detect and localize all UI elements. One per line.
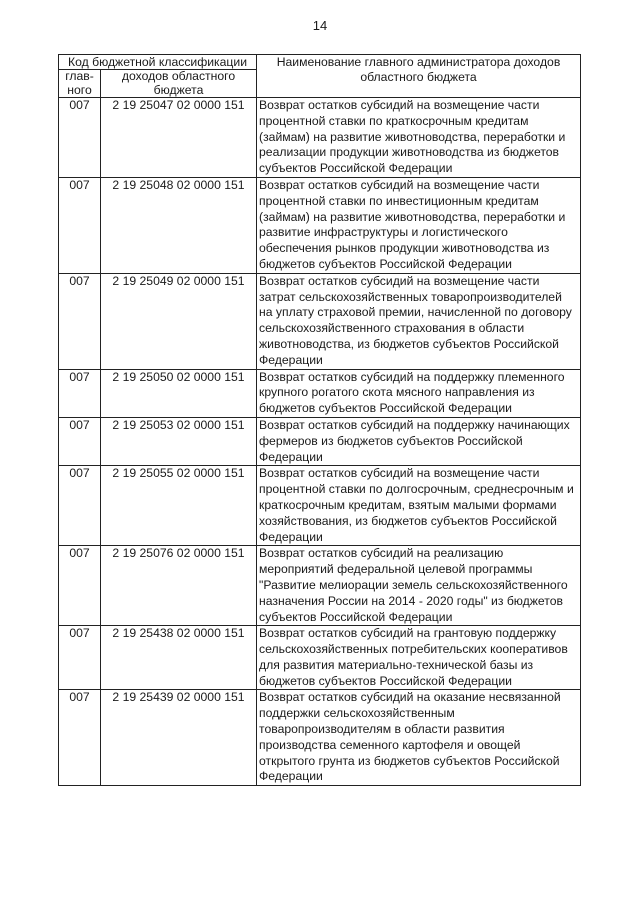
revenue-name-cell: Возврат остатков субсидий на поддержку племенного крупного рогатого скота мясного направления из бюджетов субъектов Российской Федерации [257,369,581,417]
admin-code-cell: 007 [59,177,101,273]
revenue-name-cell: Возврат остатков субсидий на возмещение части процентной ставки по инвестиционным кредитам (займам) на развитие животноводства, переработки и развитие инфраструктуры и логистического обеспечения рынков продукции животноводства из бюджетов субъектов Российской Федерации [257,177,581,273]
admin-code-cell: 007 [59,369,101,417]
admin-code-cell: 007 [59,98,101,178]
revenue-code-cell: 2 19 25053 02 0000 151 [101,417,257,465]
revenue-code-cell: 2 19 25048 02 0000 151 [101,177,257,273]
table-row [59,369,581,417]
administrator-name-header: Наименование главного администратора доходов областного бюджета [257,55,581,98]
revenue-name-cell: Возврат остатков субсидий на грантовую поддержку сельскохозяйственных потребительских кооперативов для развития материально-технической базы из бюджетов субъектов Российской Федерации [257,626,581,690]
revenue-name-cell: Возврат остатков субсидий на возмещение части процентной ставки по долгосрочным, среднесрочным и краткосрочным кредитам, взятым малыми формами хозяйствования, из бюджетов субъектов Российской Федерации [257,466,581,546]
revenue-code-cell: 2 19 25076 02 0000 151 [101,546,257,626]
revenue-name-cell: Возврат остатков субсидий на возмещение части затрат сельскохозяйственных товаропроизводителей на уплату страховой премии, начисленной по договору сельскохозяйственного страхования в области животноводства, из бюджетов субъектов Российской Федерации [257,273,581,369]
revenue-code-cell: 2 19 25438 02 0000 151 [101,626,257,690]
revenue-name-cell: Возврат остатков субсидий на поддержку начинающих фермеров из бюджетов субъектов Российской Федерации [257,417,581,465]
revenue-code-cell: 2 19 25439 02 0000 151 [101,690,257,786]
revenue-name-cell: Возврат остатков субсидий на возмещение части процентной ставки по краткосрочным кредитам (займам) на развитие животноводства, переработки и реализации продукции животноводства из бюджетов субъектов Российской Федерации [257,98,581,178]
page-number: 14 [312,18,328,33]
admin-code-cell: 007 [59,273,101,369]
regional-revenue-header: доходов областного бюджета [101,70,257,98]
revenue-code-cell: 2 19 25047 02 0000 151 [101,98,257,178]
admin-code-cell: 007 [59,690,101,786]
table-body [59,98,581,786]
table-row [59,626,581,690]
table-row [59,273,581,369]
budget-classification-code-header: Код бюджетной классификации [59,55,257,70]
table-row [59,98,581,178]
table-row [59,546,581,626]
revenue-name-cell: Возврат остатков субсидий на реализацию мероприятий федеральной целевой программы "Развитие мелиорации земель сельскохозяйственного назначения России на 2014 - 2020 годы" из бюджетов субъектов Российской Федерации [257,546,581,626]
revenue-code-cell: 2 19 25049 02 0000 151 [101,273,257,369]
admin-code-cell: 007 [59,417,101,465]
admin-code-cell: 007 [59,466,101,546]
header-row-top [59,55,581,70]
revenue-code-cell: 2 19 25050 02 0000 151 [101,369,257,417]
revenue-code-cell: 2 19 25055 02 0000 151 [101,466,257,546]
table-row [59,417,581,465]
budget-classification-table [58,54,581,786]
table-row [59,177,581,273]
admin-code-cell: 007 [59,626,101,690]
table-row [59,466,581,546]
admin-code-cell: 007 [59,546,101,626]
main-administrator-header: глав-ного [59,70,101,98]
table-header [59,55,581,98]
table-row [59,690,581,786]
revenue-name-cell: Возврат остатков субсидий на оказание несвязанной поддержки сельскохозяйственным товаропроизводителям в области развития производства семенного картофеля и овощей открытого грунта из бюджетов субъектов Российской Федерации [257,690,581,786]
